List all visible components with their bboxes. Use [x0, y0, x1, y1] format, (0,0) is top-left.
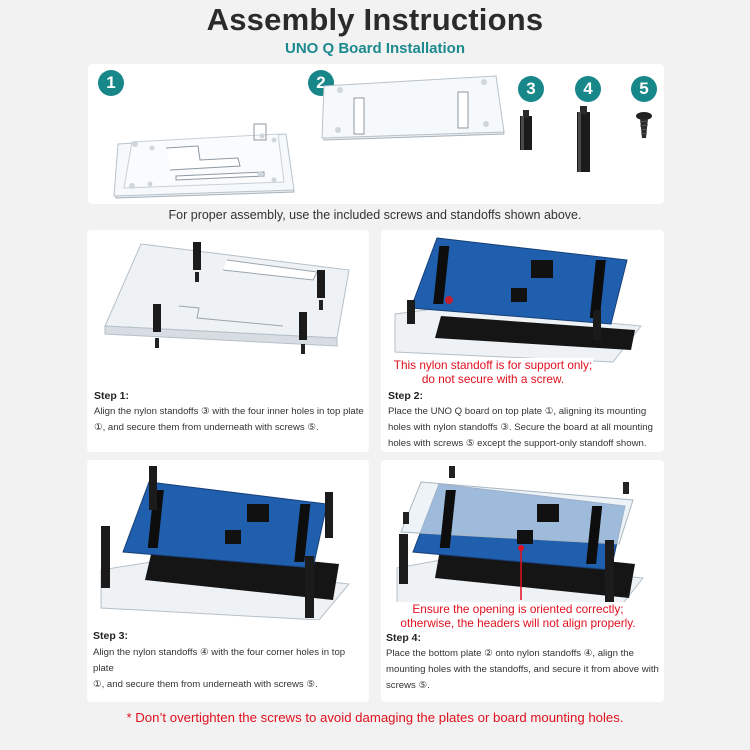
step-2-line: Place the UNO Q board on top plate ①, aligning its mounting — [388, 406, 647, 417]
top-plate-icon — [114, 124, 294, 198]
step-2-line: holes with nylon standoffs ③. Secure the board at all mounting — [388, 422, 653, 433]
step-4-line: screws ⑤. — [386, 680, 430, 691]
overtighten-warning: * Don’t overtighten the screws to avoid damaging the plates or board mounting holes. — [126, 710, 624, 725]
step-4-label: Step 4: — [386, 632, 422, 644]
step-1-panel — [87, 230, 369, 452]
step-1-line: Align the nylon standoffs ③ with the four inner holes in top plate — [94, 406, 364, 417]
step-3-line: ①, and secure them from underneath with screws ⑤. — [93, 679, 318, 690]
step-4-panel — [381, 460, 664, 702]
step-2-panel — [381, 230, 664, 452]
page-subtitle: UNO Q Board Installation — [284, 40, 465, 57]
part-number-4-badge: 4 — [575, 76, 601, 102]
part-number-1-badge: 1 — [98, 70, 124, 96]
short-standoff-icon — [520, 110, 532, 150]
step-1-line: ①, and secure them from underneath with screws ⑤. — [94, 422, 319, 433]
step-2-support-note — [393, 358, 593, 386]
parts-illustration — [88, 64, 664, 204]
part-number-5-badge: 5 — [631, 76, 657, 102]
step-2-line: holes with screws ⑤ except the support-only standoff shown. — [388, 438, 647, 449]
screw-icon — [636, 112, 652, 138]
step-4-line: Place the bottom plate ② onto nylon standoffs ④, align the — [386, 648, 634, 659]
page-title: Assembly Instructions — [206, 2, 544, 37]
step-1-text — [94, 404, 366, 436]
step-4-orientation-note — [387, 602, 649, 630]
step-4-illustration — [381, 460, 664, 620]
bottom-plate-icon — [322, 76, 504, 140]
step-3-text — [93, 645, 367, 693]
step-2-label: Step 2: — [388, 390, 424, 402]
step-4-note-line: otherwise, the headers will not align properly. — [400, 616, 636, 630]
step-3-line: Align the nylon standoffs ④ with the four corner holes in top plate — [93, 647, 346, 674]
step-4-text — [386, 646, 662, 694]
step-3-illustration — [87, 460, 369, 620]
step-2-note-line: This nylon standoff is for support only; — [393, 358, 593, 372]
part-number-2-badge: 2 — [308, 70, 334, 96]
step-2-note-line: do not secure with a screw. — [421, 372, 565, 386]
parts-panel — [88, 64, 664, 204]
part-number-3-badge: 3 — [518, 76, 544, 102]
parts-caption: For proper assembly, use the included screws and standoffs shown above. — [168, 208, 582, 222]
step-4-note-line: Ensure the opening is oriented correctly; — [412, 602, 624, 616]
step-3-panel — [87, 460, 369, 702]
step-1-label: Step 1: — [94, 390, 130, 402]
step-2-text — [388, 404, 662, 452]
step-1-illustration — [87, 230, 369, 380]
step-4-line: mounting holes with the standoffs, and secure it from above with — [386, 664, 659, 675]
long-standoff-icon — [577, 106, 590, 172]
step-3-label: Step 3: — [93, 630, 129, 642]
